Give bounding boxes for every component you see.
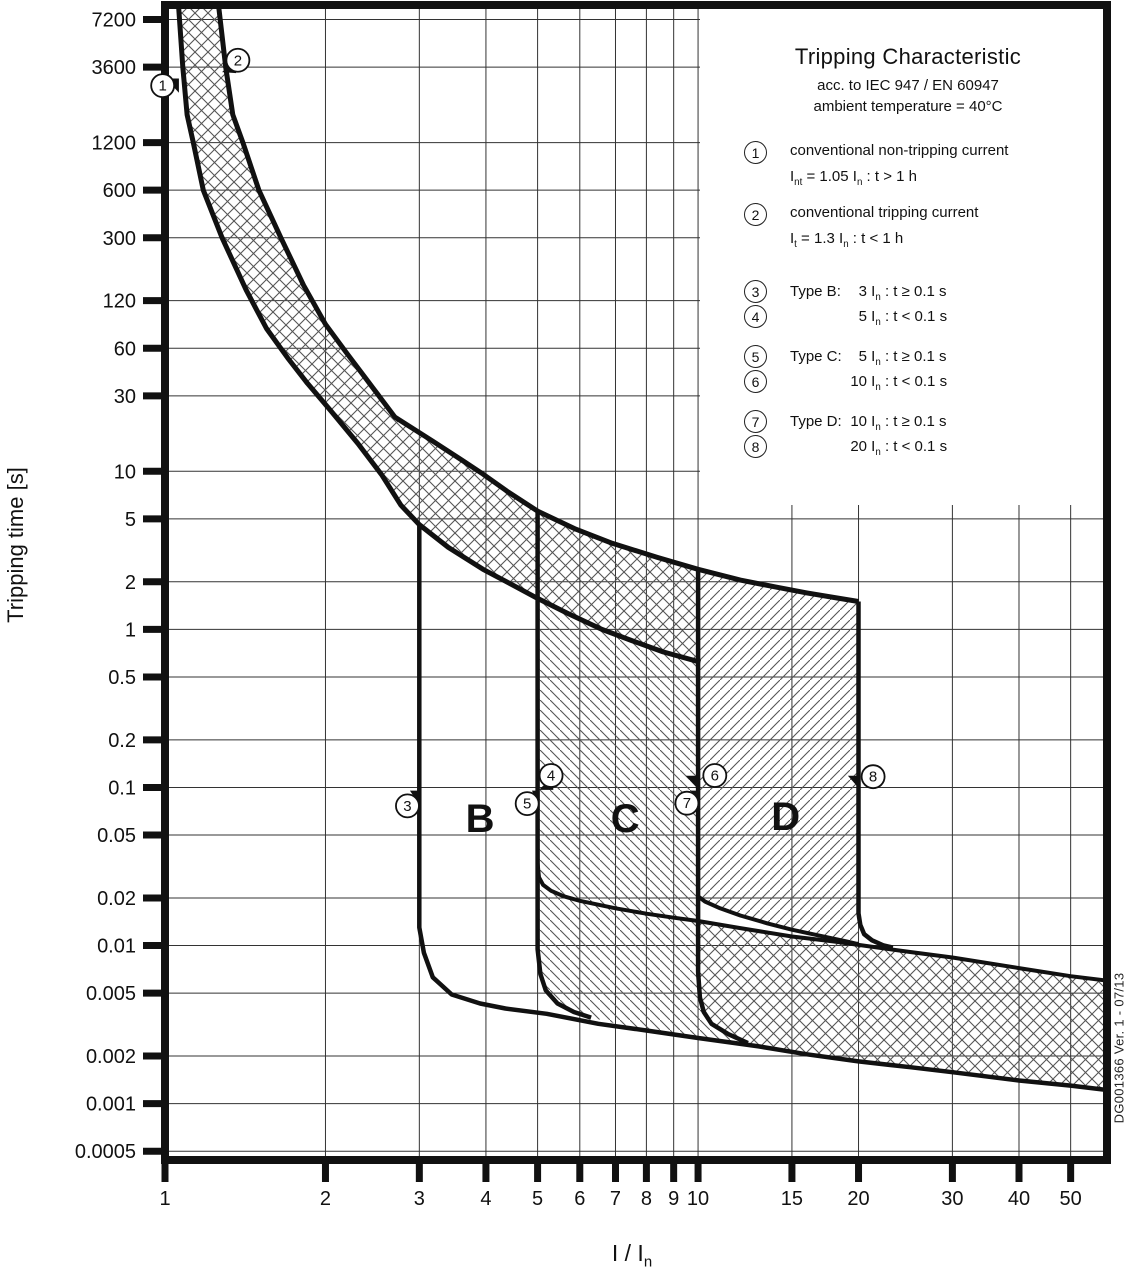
- y-tick-label-120: 120: [102, 290, 136, 313]
- y-tick-label-10: 10: [113, 461, 136, 484]
- document-reference: DG001366 Ver. 1 - 07/13: [1111, 972, 1127, 1124]
- legend-circle-5: 5: [744, 345, 767, 368]
- legend-type-label-5: Type C:: [790, 348, 842, 365]
- x-tick-label-9: 9: [668, 1188, 680, 1210]
- legend-circle-1: 1: [744, 141, 767, 164]
- y-tick-label-0.2: 0.2: [108, 729, 136, 752]
- chart-title: Tripping Characteristic: [794, 44, 1022, 69]
- x-tick-label-5: 5: [532, 1188, 544, 1210]
- region-label-B: B: [465, 797, 495, 842]
- y-tick-label-0.01: 0.01: [97, 935, 136, 958]
- legend-circle-4: 4: [744, 305, 767, 328]
- x-tick-label-40: 40: [1007, 1188, 1031, 1210]
- y-tick-label-0.001: 0.001: [85, 1093, 136, 1116]
- x-tick-label-2: 2: [319, 1188, 332, 1210]
- y-tick-label-60: 60: [113, 338, 136, 361]
- x-tick-label-50: 50: [1059, 1188, 1082, 1210]
- y-tick-label-1200: 1200: [91, 132, 136, 155]
- legend-type-label-3: Type B:: [790, 283, 841, 300]
- legend-circle-2: 2: [744, 203, 767, 226]
- legend-circle-3: 3: [744, 280, 767, 303]
- region-type-d-band: [698, 569, 858, 944]
- region-label-C: C: [610, 797, 640, 842]
- legend-circle-8: 8: [744, 435, 767, 458]
- chart-temperature-subtitle: ambient temperature = 40°C: [813, 98, 1003, 115]
- x-tick-label-8: 8: [640, 1188, 652, 1210]
- curve-marker-7: [675, 791, 698, 815]
- marker-number-1: 1: [158, 77, 167, 95]
- x-tick-label-6: 6: [574, 1188, 586, 1210]
- y-tick-label-5: 5: [124, 508, 136, 531]
- y-tick-label-0.0005: 0.0005: [74, 1141, 136, 1164]
- y-tick-label-0.1: 0.1: [108, 777, 136, 800]
- legend-type-spec-3: 3 $I_n$ : t ≥ 0.1 s: [858, 283, 947, 303]
- legend-type-spec-7: 10 $I_n$ : t ≥ 0.1 s: [850, 413, 947, 433]
- legend-type-spec-4: 5 $I_n$ : t < 0.1 s: [858, 308, 948, 328]
- region-label-D: D: [771, 794, 801, 839]
- y-tick-label-0.005: 0.005: [85, 983, 136, 1006]
- y-tick-label-2: 2: [124, 571, 136, 594]
- marker-number-5: 5: [523, 795, 532, 813]
- legend-note-2-text: conventional tripping current: [790, 204, 979, 221]
- legend-type-spec-6: 10 $I_n$ : t < 0.1 s: [850, 373, 948, 393]
- legend-note-1-formula: $I_{nt} = 1.05$ $I_n$ : t > 1 h: [790, 168, 917, 188]
- x-tick-label-10: 10: [686, 1188, 710, 1210]
- x-tick-label-1: 1: [159, 1188, 171, 1210]
- legend-circle-7: 7: [744, 410, 767, 433]
- chart-standard-subtitle: acc. to IEC 947 / EN 60947: [817, 77, 999, 94]
- x-tick-label-15: 15: [780, 1188, 804, 1210]
- y-axis-title: Tripping time [s]: [3, 467, 28, 623]
- legend-type-label-7: Type D:: [790, 413, 842, 430]
- x-tick-label-3: 3: [413, 1188, 425, 1210]
- y-tick-label-300: 300: [102, 227, 136, 250]
- y-tick-label-0.02: 0.02: [97, 887, 136, 910]
- chart-title-block: [712, 44, 1104, 115]
- marker-number-4: 4: [546, 767, 556, 785]
- legend-type-spec-8: 20 $I_n$ : t < 0.1 s: [850, 438, 948, 458]
- x-tick-label-30: 30: [941, 1188, 964, 1210]
- x-tick-label-4: 4: [480, 1188, 492, 1210]
- y-tick-label-0.002: 0.002: [85, 1046, 136, 1069]
- y-tick-label-7200: 7200: [91, 9, 136, 32]
- x-tick-label-20: 20: [847, 1188, 870, 1210]
- marker-number-8: 8: [868, 768, 878, 786]
- curve-marker-5: [516, 791, 539, 816]
- y-tick-label-3600: 3600: [91, 57, 136, 80]
- y-tick-label-600: 600: [102, 180, 136, 203]
- y-tick-label-30: 30: [113, 385, 136, 408]
- marker-number-2: 2: [233, 52, 243, 70]
- y-tick-label-0.5: 0.5: [108, 666, 136, 689]
- x-axis-title: I / $I_n$: [611, 1240, 653, 1271]
- marker-number-6: 6: [710, 767, 719, 785]
- y-tick-label-0.05: 0.05: [97, 825, 136, 848]
- y-tick-label-1: 1: [124, 619, 136, 642]
- marker-number-3: 3: [403, 797, 412, 815]
- legend-type-spec-5: 5 $I_n$ : t ≥ 0.1 s: [858, 348, 947, 368]
- x-tick-label-7: 7: [609, 1188, 622, 1210]
- marker-number-7: 7: [682, 795, 692, 813]
- legend-note-1-text: conventional non-tripping current: [790, 142, 1009, 159]
- legend-note-2-formula: $I_t = 1.3$ $I_n$ : t < 1 h: [790, 230, 904, 250]
- legend-circle-6: 6: [744, 370, 767, 393]
